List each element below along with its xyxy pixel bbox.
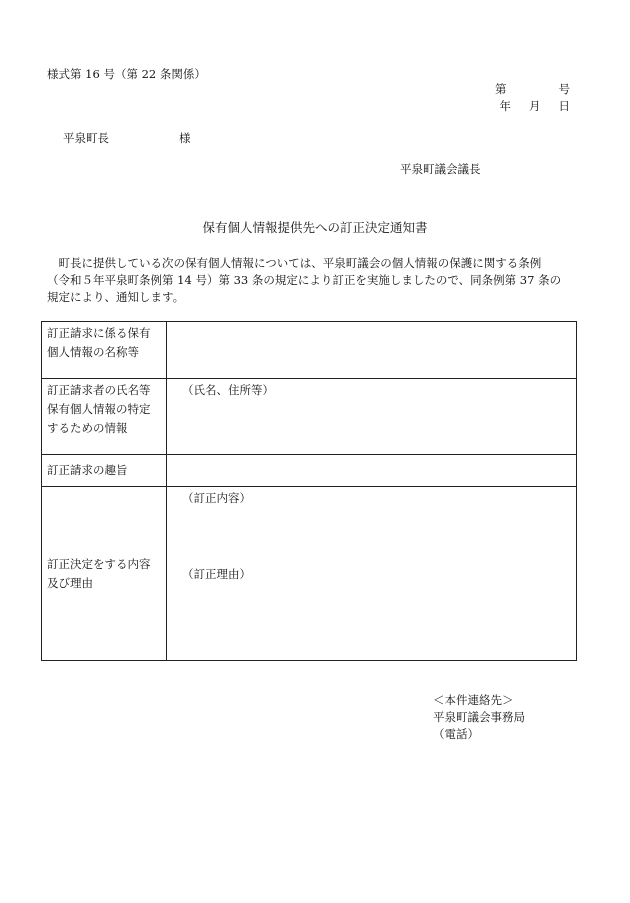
requester-hint: （氏名、住所等）	[182, 383, 274, 397]
row-content[interactable]	[167, 379, 577, 455]
body-line-1: 町長に提供している次の保有個人情報については、平泉町議会の個人情報の保護に関する条例	[47, 256, 542, 270]
row-content[interactable]	[167, 487, 577, 661]
contact-phone: （電話）	[433, 727, 479, 741]
recipient-name: 平泉町長	[63, 131, 109, 145]
doc-number-prefix: 第	[495, 82, 507, 96]
table-row	[42, 322, 577, 379]
body-text	[47, 255, 583, 306]
page-title: 保有個人情報提供先への訂正決定通知書	[202, 220, 428, 235]
correction-content-hint: （訂正内容）	[182, 491, 251, 505]
contact-block	[433, 692, 525, 743]
table-row	[42, 379, 577, 455]
contact-heading: ＜本件連絡先＞	[433, 693, 514, 707]
table-row	[42, 455, 577, 487]
sender: 平泉町議会議長	[400, 162, 481, 176]
document-number	[495, 81, 570, 97]
contact-office: 平泉町議会事務局	[433, 710, 525, 724]
doc-number-suffix: 号	[558, 82, 570, 96]
info-table	[41, 321, 577, 661]
table-row	[42, 487, 577, 661]
row-label: 訂正決定をする内容及び理由	[42, 487, 167, 661]
row-content[interactable]	[167, 322, 577, 379]
row-label: 訂正請求者の氏名等保有個人情報の特定するための情報	[42, 379, 167, 455]
date-year: 年	[499, 99, 511, 113]
recipient	[63, 130, 191, 146]
date-day: 日	[558, 99, 570, 113]
recipient-honorific: 様	[179, 131, 191, 145]
form-number: 様式第 16 号（第 22 条関係）	[47, 67, 206, 81]
row-label: 訂正請求に係る保有個人情報の名称等	[42, 322, 167, 379]
body-line-3: 規定により、通知します。	[47, 290, 185, 304]
row-content[interactable]	[167, 455, 577, 487]
document-date	[500, 98, 571, 114]
row-label: 訂正請求の趣旨	[42, 455, 167, 487]
date-month: 月	[529, 99, 541, 113]
body-line-2: （令和５年平泉町条例第 14 号）第 33 条の規定により訂正を実施しましたので、同条例第 37 条の	[47, 273, 562, 287]
correction-reason-hint: （訂正理由）	[182, 567, 251, 581]
